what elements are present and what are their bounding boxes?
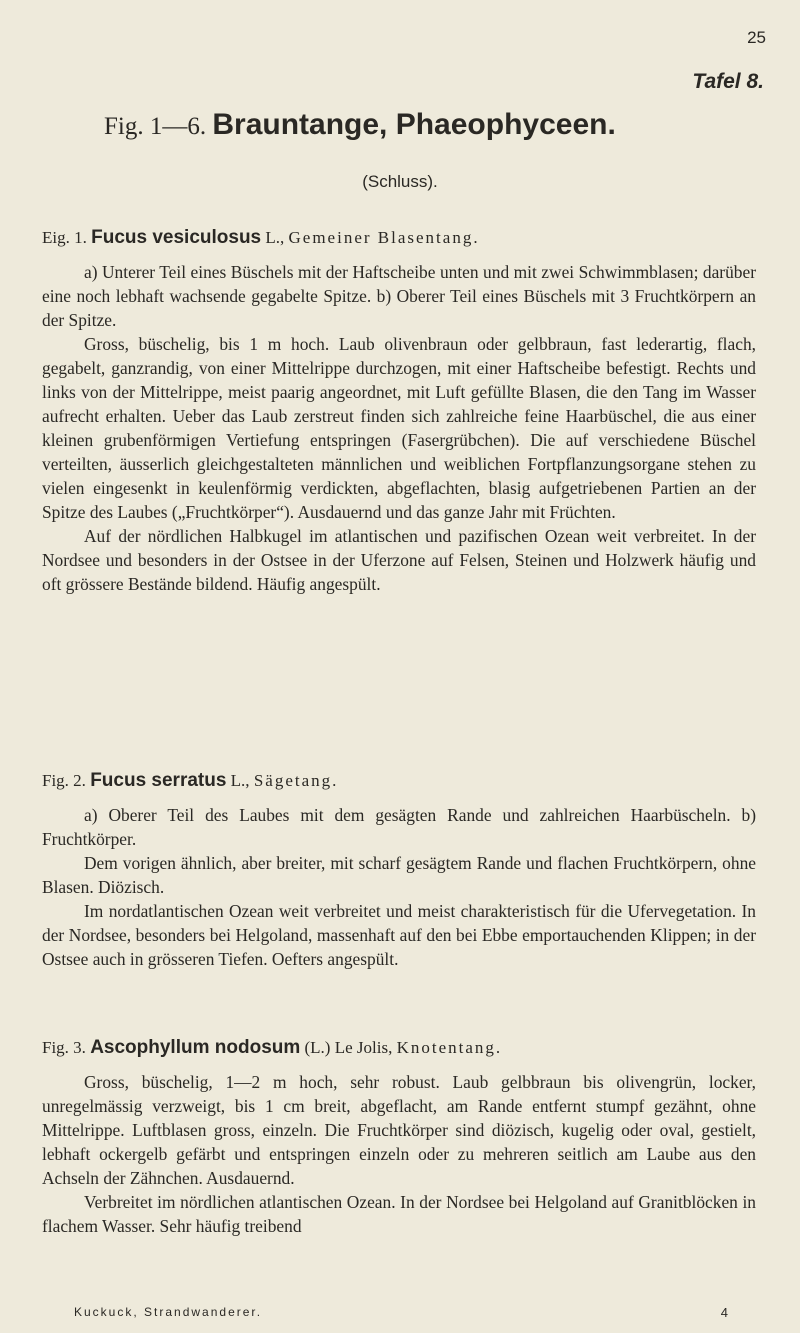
fig1-paragraph-2: Gross, büschelig, bis 1 m hoch. Laub olivenbraun oder gelbbraun, fast lederartig, flach, gegabelt, ganzrandig, von einer Mittelrippe durchzogen, mit einer Haftscheibe befestigt. Rechts und links von der Mittelrippe, meist paarig angeordnet, mit Luft gefüllte Blasen, die den Tang im Wasser aufrecht erhalten. Ueber das Laub zerstreut finden sich zahlreiche feine Haarbüschel, die aus einer kleinen grubenförmigen Vertiefung entspringen (Fasergrübchen). Die auf verschiedene Büschel verteilten, äusserlich gleichgestalteten männlichen und weiblichen Fortpflanzungsorgane stehen zu vielen eingesenkt in keulenförmig verdickten, abgeflachten, blasig aufgetriebenen Partien an der Spitze des Laubes („Fruchtkörper“). Ausdauernd und das ganze Jahr mit Früchten.: [42, 334, 756, 522]
footer-source: Kuckuck, Strandwanderer.: [74, 1305, 263, 1319]
fig2-species: Fucus serratus: [90, 770, 227, 791]
fig2-paragraph-1: a) Oberer Teil des Laubes mit dem gesägten Rande und zahlreichen Haarbüscheln. b) Fruchtkörper.: [42, 805, 756, 849]
fig3-label: Fig. 3.: [42, 1038, 86, 1057]
fig3-paragraph-1: Gross, büschelig, 1—2 m hoch, sehr robust. Laub gelbbraun bis olivengrün, locker, unregelmässig verzweigt, bis 1 cm breit, abgeflacht, am Rande entfernt stumpf gezähnt, ohne Mittelrippe. Luftblasen gross, einzeln. Die Fruchtkörper sind diözisch, kugelig oder oval, gestielt, lebhaft ockergelb gefärbt und entspringen einzeln oder zu mehreren seitlich am Laube aus den Achseln der Zähnchen. Ausdauernd.: [42, 1072, 756, 1188]
fig1-author: L.,: [265, 228, 285, 247]
fig1-heading: [42, 226, 756, 250]
section-title: [104, 108, 616, 142]
subtitle: (Schluss).: [362, 172, 438, 191]
fig3-paragraph-2: Verbreitet im nördlichen atlantischen Ozean. In der Nordsee bei Helgoland auf Granitblöcken in flachem Wasser. Sehr häufig treibend: [42, 1192, 756, 1236]
fig1-entry: [42, 226, 756, 596]
fig3-common-name: Knotentang.: [396, 1038, 503, 1057]
title-main: Brauntange, Phaeophyceen.: [212, 108, 616, 141]
fig3-entry: [42, 1036, 756, 1238]
fig2-paragraph-2: Dem vorigen ähnlich, aber breiter, mit scharf gesägtem Rande und flachen Fruchtkörpern, ohne Blasen. Diözisch.: [42, 853, 756, 897]
fig2-paragraph-3: Im nordatlantischen Ozean weit verbreitet und meist charakteristisch für die Ufervegetation. In der Nordsee, besonders bei Helgoland, massenhaft auf den bei Ebbe emportauchenden Klippen; in der Ostsee auch in grösseren Tiefen. Oefters angespült.: [42, 901, 756, 969]
fig1-common-name: Gemeiner Blasentang.: [288, 228, 480, 247]
fig2-heading: [42, 769, 756, 793]
fig3-heading: [42, 1036, 756, 1060]
fig2-label: Fig. 2.: [42, 771, 86, 790]
title-fig-range: Fig. 1—6.: [104, 113, 207, 140]
fig1-paragraph-1: a) Unterer Teil eines Büschels mit der Haftscheibe unten und mit zwei Schwimmblasen; darüber eine noch lebhaft wachsende gegabelte Spitze. b) Oberer Teil eines Büschels mit 3 Fruchtkörpern an der Spitze.: [42, 262, 756, 330]
fig1-paragraph-3: Auf der nördlichen Halbkugel im atlantischen und pazifischen Ozean weit verbreitet. In der Nordsee und besonders in der Ostsee in der Uferzone auf Felsen, Steinen und Holzwerk häufig und oft grössere Bestände bildend. Häufig angespült.: [42, 526, 756, 594]
footer: [74, 1305, 728, 1319]
fig2-author: L.,: [230, 771, 250, 790]
fig1-species: Fucus vesiculosus: [91, 227, 262, 248]
fig1-label: Eig. 1.: [42, 228, 87, 247]
fig2-common-name: Sägetang.: [253, 771, 339, 790]
page-number: 25: [747, 28, 766, 47]
fig2-entry: [42, 769, 756, 971]
plate-label: Tafel 8.: [692, 70, 764, 93]
fig3-author: (L.) Le Jolis,: [304, 1038, 393, 1057]
fig3-species: Ascophyllum nodosum: [90, 1037, 301, 1058]
footer-signature-number: 4: [720, 1305, 728, 1320]
